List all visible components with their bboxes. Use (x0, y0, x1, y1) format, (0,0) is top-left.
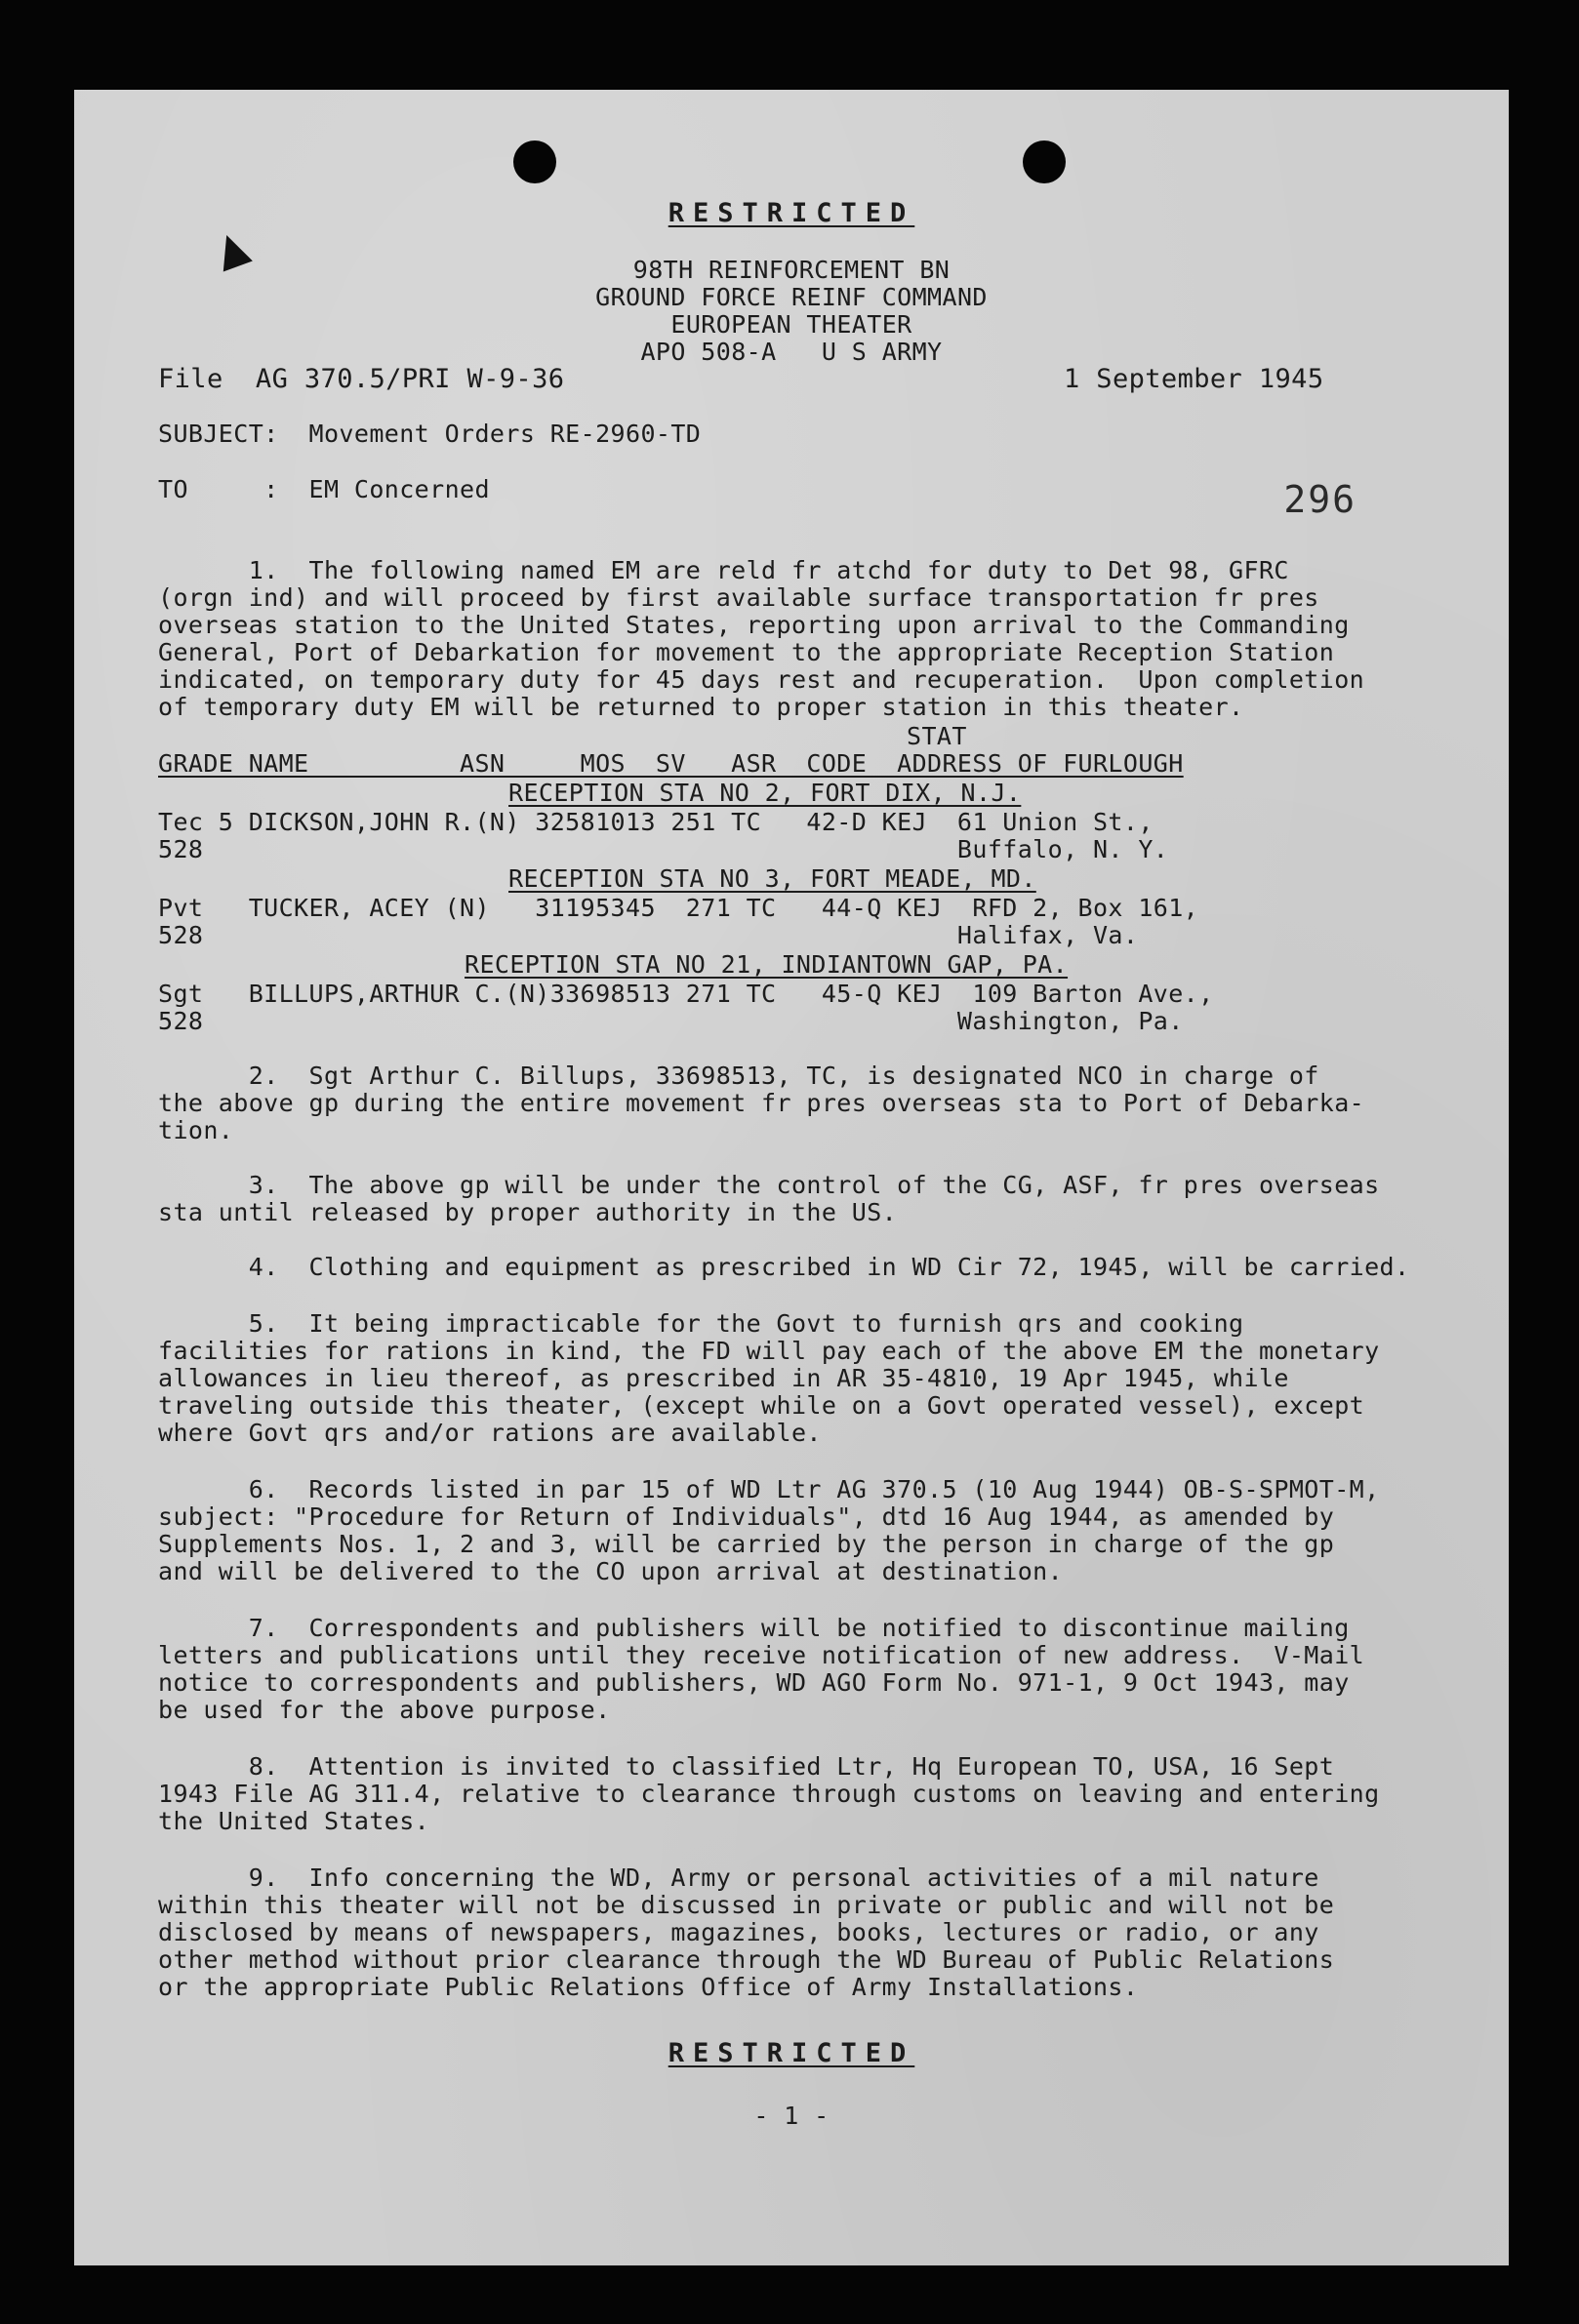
stamp-number: 296 (1283, 478, 1356, 521)
document-page (74, 90, 1509, 2265)
page-number: - 1 - (753, 2102, 830, 2130)
paragraph-7-line: be used for the above purpose. (158, 1696, 611, 1724)
paragraph-3-line: sta until released by proper authority in the US. (158, 1198, 898, 1226)
paragraph-9-line: 9. Info concerning the WD, Army or personal activities of a mil nature (158, 1863, 1319, 1892)
roster-header: GRADE NAME ASN MOS SV ASR CODE ADDRESS OF FURLOUGH (158, 749, 1184, 778)
unit-line: APO 508-A U S ARMY (640, 338, 943, 366)
paragraph-2-line: 2. Sgt Arthur C. Billups, 33698513, TC, is designated NCO in charge of (158, 1062, 1319, 1090)
unit-line: 98TH REINFORCEMENT BN (632, 256, 951, 284)
paragraph-1-line: 1. The following named EM are reld fr atchd for duty to Det 98, GFRC (158, 556, 1289, 584)
paragraph-7-line: notice to correspondents and publishers, WD AGO Form No. 971-1, 9 Oct 1943, may (158, 1668, 1350, 1697)
paragraph-6-line: and will be delivered to the CO upon arrival at destination. (158, 1557, 1064, 1585)
roster-row: Sgt BILLUPS,ARTHUR C.(N)33698513 271 TC 45-Q KEJ 109 Barton Ave., (158, 980, 1214, 1008)
punch-hole-right (1023, 140, 1066, 183)
paragraph-2-line: tion. (158, 1116, 234, 1144)
paragraph-1-line: (orgn ind) and will proceed by first available surface transportation fr pres (158, 583, 1319, 612)
roster-row: Pvt TUCKER, ACEY (N) 31195345 271 TC 44-Q KEJ RFD 2, Box 161, (158, 894, 1199, 922)
paragraph-1-line: overseas station to the United States, reporting upon arrival to the Commanding (158, 611, 1350, 639)
subject-line: SUBJECT: Movement Orders RE-2960-TD (158, 420, 702, 448)
paragraph-9-line: within this theater will not be discussed in private or public and will not be (158, 1891, 1335, 1919)
paragraph-8-line: 1943 File AG 311.4, relative to clearance through customs on leaving and entering (158, 1780, 1380, 1808)
reception-station: RECEPTION STA NO 3, FORT MEADE, MD. (508, 864, 1036, 893)
paragraph-8-line: the United States. (158, 1807, 430, 1835)
to-line: TO : EM Concerned (158, 475, 490, 503)
paragraph-1-line: of temporary duty EM will be returned to proper station in this theater. (158, 693, 1244, 721)
paragraph-6-line: Supplements Nos. 1, 2 and 3, will be carried by the person in charge of the gp (158, 1530, 1335, 1558)
paragraph-5-line: 5. It being impracticable for the Govt to furnish qrs and cooking (158, 1309, 1244, 1338)
paragraph-5-line: facilities for rations in kind, the FD will pay each of the above EM the monetary (158, 1337, 1380, 1365)
paragraph-8-line: 8. Attention is invited to classified Ltr, Hq European TO, USA, 16 Sept (158, 1752, 1335, 1781)
reception-station: RECEPTION STA NO 2, FORT DIX, N.J. (508, 779, 1022, 807)
roster-row: 528 Washington, Pa. (158, 1007, 1184, 1035)
paragraph-2-line: the above gp during the entire movement fr pres overseas sta to Port of Debarka- (158, 1089, 1365, 1117)
paragraph-5-line: allowances in lieu thereof, as prescribed in AR 35-4810, 19 Apr 1945, while (158, 1364, 1289, 1392)
classification-top: RESTRICTED (668, 198, 915, 228)
file-reference: File AG 370.5/PRI W-9-36 (158, 364, 565, 394)
paragraph-6-line: subject: "Procedure for Return of Individuals", dtd 16 Aug 1944, as amended by (158, 1503, 1335, 1531)
roster-row: Tec 5 DICKSON,JOHN R.(N) 32581013 251 TC 42-D KEJ 61 Union St., (158, 808, 1154, 836)
paragraph-7-line: 7. Correspondents and publishers will be notified to discontinue mailing (158, 1614, 1350, 1642)
paragraph-1-line: General, Port of Debarkation for movement to the appropriate Reception Station (158, 638, 1335, 666)
paragraph-6-line: 6. Records listed in par 15 of WD Ltr AG 370.5 (10 Aug 1944) OB-S-SPMOT-M, (158, 1475, 1380, 1503)
document-date: 1 September 1945 (1064, 364, 1324, 394)
roster-row: 528 Halifax, Va. (158, 921, 1139, 949)
unit-line: GROUND FORCE REINF COMMAND (595, 283, 988, 311)
paragraph-9-line: or the appropriate Public Relations Office of Army Installations. (158, 1973, 1139, 2001)
paragraph-4-line: 4. Clothing and equipment as prescribed in WD Cir 72, 1945, will be carried. (158, 1253, 1410, 1281)
paragraph-9-line: other method without prior clearance through the WD Bureau of Public Relations (158, 1945, 1335, 1974)
paragraph-5-line: traveling outside this theater, (except while on a Govt operated vessel), except (158, 1391, 1365, 1420)
reception-station: RECEPTION STA NO 21, INDIANTOWN GAP, PA. (465, 950, 1069, 979)
paragraph-7-line: letters and publications until they receive notification of new address. V-Mail (158, 1641, 1365, 1669)
punch-hole-left (513, 140, 556, 183)
paragraph-1-line: indicated, on temporary duty for 45 days rest and recuperation. Upon completion (158, 665, 1365, 694)
roster-row: 528 Buffalo, N. Y. (158, 835, 1169, 863)
paragraph-9-line: disclosed by means of newspapers, magazines, books, lectures or radio, or any (158, 1918, 1319, 1946)
roster-stat-label: STAT (907, 722, 967, 750)
unit-line: EUROPEAN THEATER (670, 310, 912, 339)
paragraph-5-line: where Govt qrs and/or rations are available. (158, 1419, 822, 1447)
paragraph-3-line: 3. The above gp will be under the control of the CG, ASF, fr pres overseas (158, 1171, 1380, 1199)
classification-bottom: RESTRICTED (668, 2038, 915, 2068)
